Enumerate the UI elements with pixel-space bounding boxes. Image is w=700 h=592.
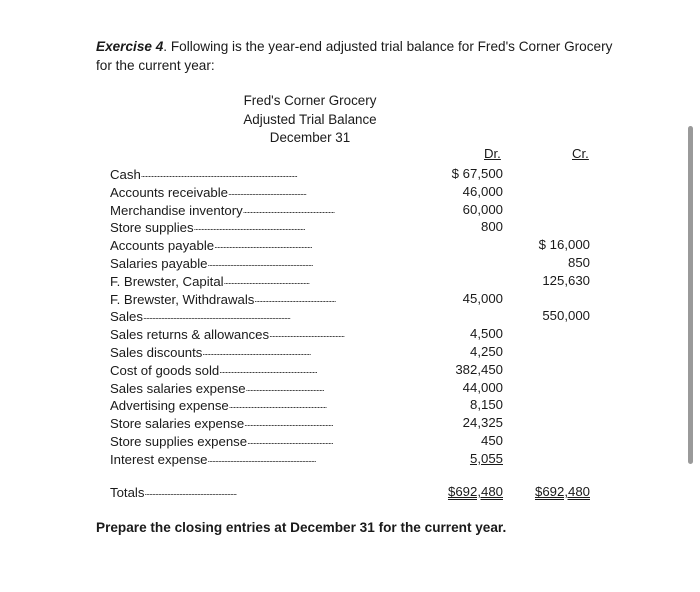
exercise-text: . Following is the year-end adjusted trial balance for Fred's Corner Grocery for the current year: xyxy=(96,39,613,73)
table-row xyxy=(110,290,600,308)
table-row xyxy=(110,414,600,432)
credit-column-header: Cr. xyxy=(572,146,589,161)
statement-title: Adjusted Trial Balance xyxy=(243,111,377,127)
debit-amount: 45,000 xyxy=(462,290,503,306)
account-name: Store supplies.......................................................................... xyxy=(110,220,305,236)
table-row xyxy=(110,325,600,343)
account-name: Store supplies expense......................................................... xyxy=(110,434,333,449)
debit-amount: 8,150 xyxy=(469,397,503,413)
table-row xyxy=(110,165,600,183)
statement-date: December 31 xyxy=(269,130,351,145)
account-name: Sales.................................................................................................. xyxy=(110,309,291,325)
debit-amount: 24,325 xyxy=(462,415,503,431)
table-row xyxy=(110,450,600,468)
debit-amount: 5,055 xyxy=(469,450,503,466)
account-name: Cash........................................................................................................ xyxy=(110,167,297,182)
account-name: Advertising expense................................................................. xyxy=(110,398,327,414)
debit-amount: 800 xyxy=(480,219,503,235)
totals-debit: $692,480 xyxy=(447,484,503,499)
table-row xyxy=(110,254,600,272)
debit-column-header: Dr. xyxy=(484,146,501,161)
debit-amount: 450 xyxy=(480,433,503,448)
debit-amount: 44,000 xyxy=(462,379,503,395)
account-name: Sales salaries expense.................................................... xyxy=(110,380,324,396)
debit-amount: 4,250 xyxy=(469,344,503,359)
credit-amount: 850 xyxy=(567,255,590,270)
table-row xyxy=(110,361,600,379)
table-row xyxy=(110,272,600,290)
account-name: Salaries payable...................................................................... xyxy=(110,256,313,271)
table-row xyxy=(110,183,600,201)
exercise-label: Exercise 4 xyxy=(96,39,164,54)
totals-label: Totals.............................................................. xyxy=(110,485,238,500)
debit-amount: 46,000 xyxy=(462,183,503,199)
account-name: F. Brewster, Capital......................................................... xyxy=(110,273,310,289)
table-row xyxy=(110,236,600,254)
account-name: Cost of goods sold................................................................. xyxy=(110,362,317,378)
credit-amount: $ 16,000 xyxy=(538,237,590,253)
account-name: F. Brewster, Withdrawals...................................................... xyxy=(110,291,336,307)
table-row xyxy=(110,307,600,325)
table-row xyxy=(110,396,600,414)
statement-heading xyxy=(226,92,394,148)
account-name: Accounts payable................................................................. xyxy=(110,238,312,254)
debit-amount: 4,500 xyxy=(469,326,503,342)
table-row xyxy=(110,432,600,450)
totals-credit: $692,480 xyxy=(534,484,590,499)
account-name: Accounts receivable.................................................... xyxy=(110,184,307,200)
table-row xyxy=(110,379,600,397)
debit-amount: 60,000 xyxy=(462,201,503,217)
credit-amount: 550,000 xyxy=(542,308,590,324)
table-row xyxy=(110,218,600,236)
debit-amount: 382,450 xyxy=(455,361,503,377)
account-name: Merchandise inventory............................................................. xyxy=(110,202,335,218)
account-name: Interest expense........................................................................ xyxy=(110,451,316,467)
account-name: Store salaries expense........................................................... xyxy=(110,416,333,432)
credit-amount: 125,630 xyxy=(542,272,590,288)
table-row xyxy=(110,201,600,219)
account-name: Sales returns & allowances.................................................. xyxy=(110,327,345,343)
exercise-intro xyxy=(96,37,616,75)
table-row xyxy=(110,343,600,361)
debit-amount: $ 67,500 xyxy=(451,166,503,181)
totals-row xyxy=(110,483,600,501)
vertical-scrollbar[interactable] xyxy=(688,126,693,464)
company-name: Fred's Corner Grocery xyxy=(243,93,377,108)
account-name: Sales discounts........................................................................ xyxy=(110,345,311,360)
instruction-text: Prepare the closing entries at December 31 for the current year. xyxy=(96,520,507,535)
